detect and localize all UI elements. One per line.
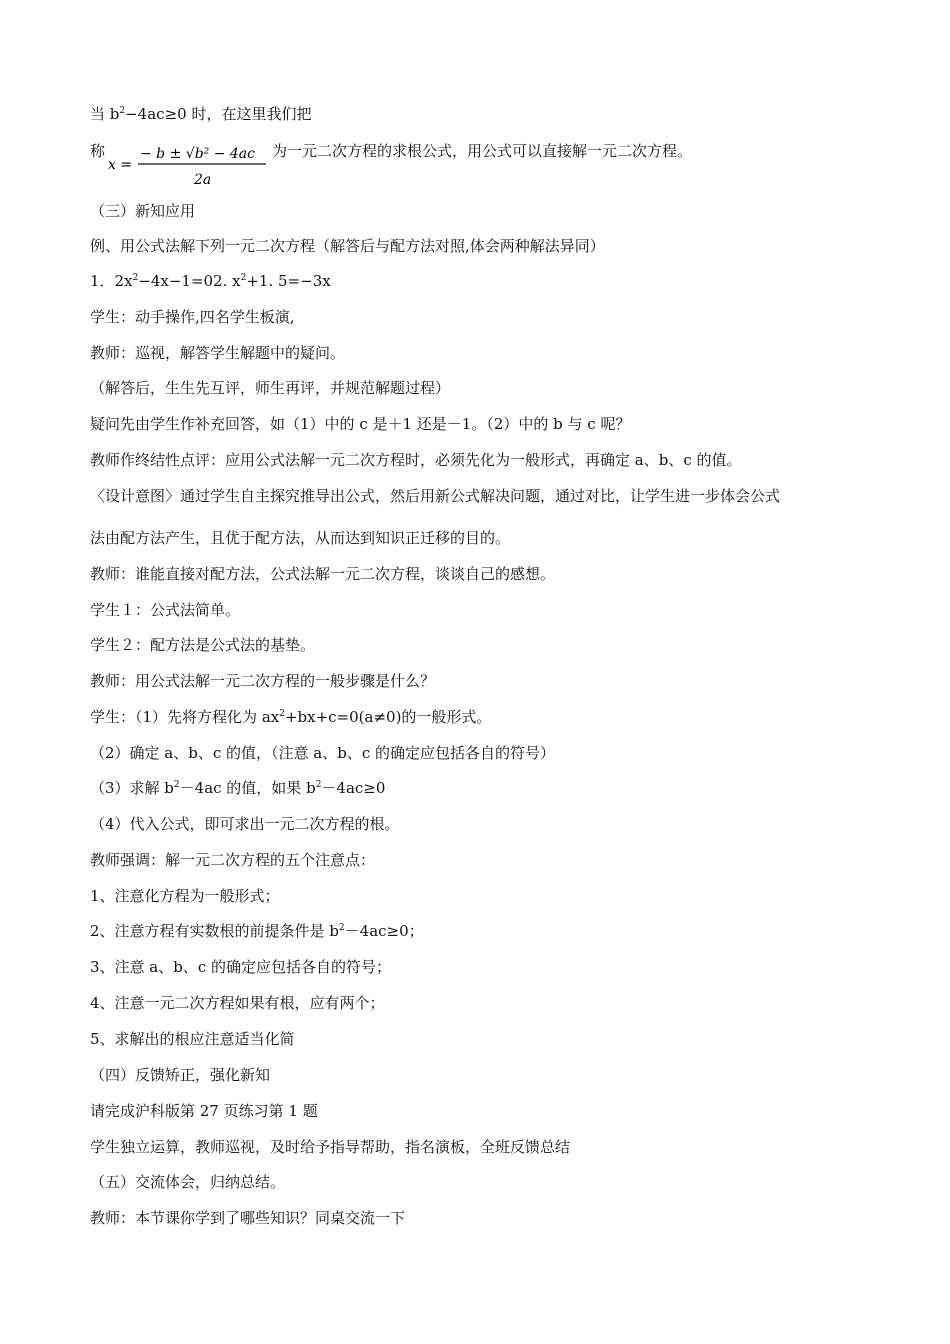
student-2-line: 学生２：配方法是公式法的基垫。 xyxy=(90,636,316,654)
design-line-2: 法由配方法产生，且优于配方法，从而达到知识正迁移的目的。 xyxy=(90,529,511,547)
design-line-1: 〈设计意图〉通过学生自主探究推导出公式，然后用新公式解决问题，通过对比，让学生进一步体会公式 xyxy=(90,487,781,505)
formula-denominator: 2a xyxy=(194,172,212,188)
intro-line: 当 $b^2-4ac\ge 0$ 时，在这里我们把 xyxy=(90,105,312,123)
after-line: （解答后，生生先互评，师生再评，并规范解题过程） xyxy=(90,379,451,397)
step-4-line: （4）代入公式，即可求出一元二次方程的根。 xyxy=(90,815,400,833)
teacher-line-2: 教师：谁能直接对配方法，公式法解一元二次方程，谈谈自己的感想。 xyxy=(90,565,556,583)
question-line: 疑问先由学生作补充回答，如（1）中的 c 是＋1 还是－1。（2）中的 b 与 c 呢？ xyxy=(90,415,631,433)
teacher-line-4: 教师：本节课你学到了哪些知识？同桌交流一下 xyxy=(90,1209,406,1227)
step-1-line: 学生：（1）先将方程化为 $ax^2+bx+c=0(a\ne 0)$的一般形式。 xyxy=(90,708,492,726)
student-line-1: 学生：动手操作,四名学生板演, xyxy=(90,308,295,326)
teacher-line-3: 教师：用公式法解一元二次方程的一般步骤是什么？ xyxy=(90,672,436,690)
quadratic-formula xyxy=(108,136,268,192)
exercise-line: 请完成沪科版第 27 页练习第 1 题 xyxy=(90,1102,318,1120)
note-4: 4、注意一元二次方程如果有根，应有两个； xyxy=(90,994,385,1012)
emphasis-line: 教师强调：解一元二次方程的五个注意点： xyxy=(90,851,376,869)
note-5: 5、求解出的根应注意适当化简 xyxy=(90,1030,295,1048)
step-3-line: （3）求解 $b^2-4ac$ 的值，如果 $b^2-4ac\ge 0$ xyxy=(90,779,386,797)
section-4-heading: （四）反馈矫正，强化新知 xyxy=(90,1066,271,1084)
independent-line: 学生独立运算，教师巡视，及时给予指导帮助，指名演板，全班反馈总结 xyxy=(90,1138,571,1156)
formula-tail: 为一元二次方程的求根公式，用公式可以直接解一元二次方程。 xyxy=(272,142,693,160)
step-2-line: （2）确定 a、b、c 的值，（注意 a、b、c 的确定应包括各自的符号） xyxy=(90,744,556,762)
section-5-heading: （五）交流体会，归纳总结。 xyxy=(90,1173,286,1191)
summary-line: 教师作终结性点评：应用公式法解一元二次方程时，必须先化为一般形式，再确定 a、b、c 的值。 xyxy=(90,451,742,469)
note-1: 1、注意化方程为一般形式； xyxy=(90,887,280,905)
formula-numerator: − b ± √b² − 4ac xyxy=(140,146,255,162)
section-3-heading: （三）新知应用 xyxy=(90,202,196,220)
formula-x: x = xyxy=(108,157,133,173)
example-line: 例、用公式法解下列一元二次方程（解答后与配方法对照,体会两种解法异同） xyxy=(90,237,605,255)
student-1-line: 学生１：公式法简单。 xyxy=(90,601,241,619)
formula-lead: 称 xyxy=(90,142,106,160)
note-3: 3、注意 a、b、c 的确定应包括各自的符号； xyxy=(90,958,392,976)
problems-line: 1．$2x^2-4x-1=02$. $x^2+1$. 5=−3x xyxy=(90,272,331,290)
note-2: 2、注意方程有实数根的前提条件是 $b^2-4ac\ge 0$； xyxy=(90,922,424,940)
teacher-line-1: 教师：巡视，解答学生解题中的疑问。 xyxy=(90,344,346,362)
